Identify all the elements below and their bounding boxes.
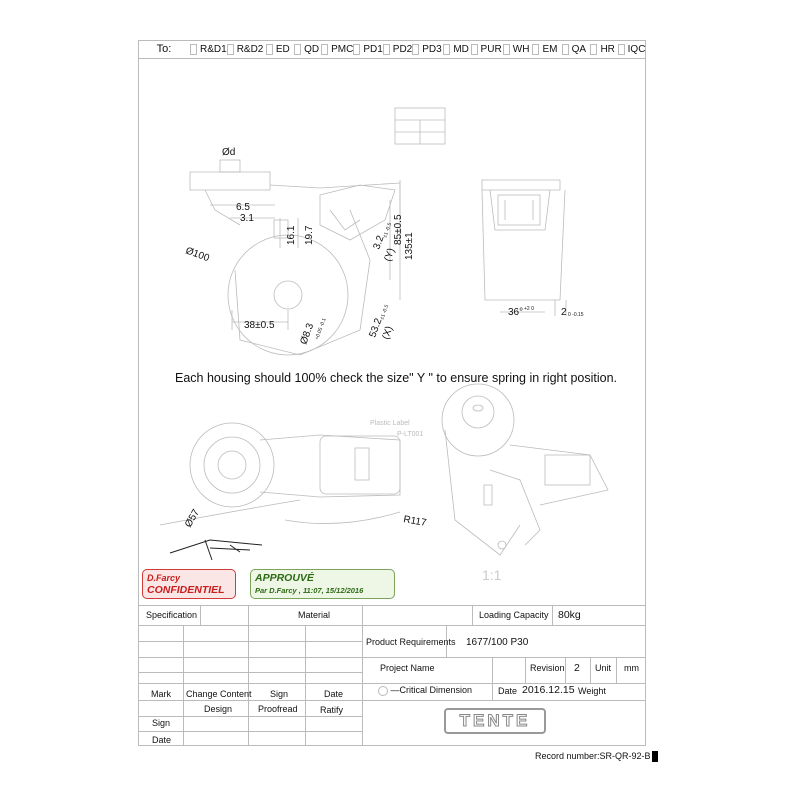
dept-label: PD2 bbox=[392, 43, 413, 55]
dim-36-tol: +2 0 bbox=[524, 306, 534, 312]
dept-label: R&D2 bbox=[236, 43, 264, 55]
sign-row-label: Sign bbox=[152, 718, 171, 728]
dim-38: 38±0.5 bbox=[244, 320, 275, 331]
dept-label: ED bbox=[275, 43, 290, 55]
product-requirements-label: Product Requirements bbox=[366, 637, 456, 647]
dim-53-2: 53.2 bbox=[367, 316, 385, 340]
dept-label: PD3 bbox=[422, 43, 442, 55]
dept-label: PMC bbox=[331, 43, 354, 55]
dept-label: QD bbox=[304, 43, 320, 55]
critical-dimension: —Critical Dimension bbox=[378, 685, 472, 696]
ratify-label: Ratify bbox=[320, 705, 344, 715]
specification-label: Specification bbox=[146, 610, 198, 620]
dim-53-2-tol: ±1 -0.5 bbox=[379, 304, 391, 321]
dim-phi-100: Ø100 bbox=[183, 245, 211, 265]
dim-3-1: 3.1 bbox=[240, 213, 254, 224]
change-content-label: Change Content bbox=[186, 689, 252, 699]
confidential-stamp bbox=[142, 569, 236, 599]
inspection-note: Each housing should 100% check the size" Y " to ensure spring in right position. bbox=[175, 371, 618, 385]
dim-r-117: R117 bbox=[402, 514, 428, 529]
dept-label: QA bbox=[571, 43, 587, 55]
dept-label: WH bbox=[512, 43, 530, 55]
critical-dimension-label: Critical Dimension bbox=[399, 685, 473, 695]
mark-label: Mark bbox=[151, 689, 171, 699]
dim-phi-57: Ø57 bbox=[183, 507, 203, 530]
unit-label: Unit bbox=[595, 663, 612, 673]
stamp-author: D.Farcy bbox=[147, 573, 181, 583]
plastic-label-text: Plastic Label bbox=[370, 420, 410, 427]
dept-label: HR bbox=[600, 43, 615, 55]
dim-y-label: (Y) bbox=[382, 246, 398, 264]
dept-label: IQC bbox=[627, 43, 646, 55]
dept-label: R&D1 bbox=[200, 43, 227, 55]
dim-85: 85±0.5 bbox=[393, 214, 404, 245]
approved-stamp bbox=[250, 569, 395, 599]
dim-3-2: 3.2 bbox=[371, 234, 387, 252]
product-requirements-value: 1677/100 P30 bbox=[466, 637, 529, 648]
loading-capacity-label: Loading Capacity bbox=[479, 610, 549, 620]
weight-label: Weight bbox=[578, 686, 606, 696]
revision-label: Revision bbox=[530, 663, 565, 673]
material-label: Material bbox=[298, 610, 331, 620]
scale-label: 1:1 bbox=[482, 567, 502, 583]
dim-2-tol: 0 -0.15 bbox=[568, 312, 584, 318]
dim-2: 2 bbox=[561, 307, 567, 318]
dept-label: MD bbox=[453, 43, 469, 55]
date-label: Date bbox=[498, 686, 518, 696]
to-label: To: bbox=[156, 43, 172, 55]
dept-label: PUR bbox=[480, 43, 502, 55]
unit-value: mm bbox=[624, 663, 639, 673]
stamp-approved-text: APPROUVÉ bbox=[255, 572, 314, 584]
dim-36: 36° bbox=[508, 307, 524, 318]
dim-19-7: 19.7 bbox=[304, 225, 315, 245]
dim-phi-d: Ød bbox=[222, 147, 236, 158]
plastic-label-code: P-LT001 bbox=[397, 431, 424, 438]
loading-capacity-value: 80kg bbox=[558, 609, 581, 621]
dept-label: EM bbox=[542, 43, 558, 55]
dim-x-label: (X) bbox=[380, 324, 396, 342]
tente-logo bbox=[444, 708, 546, 734]
dim-3-2-tol: ±1 -0.5 bbox=[382, 222, 394, 239]
record-number bbox=[535, 751, 658, 762]
dim-phi-8-3: Ø8.3 bbox=[298, 321, 317, 347]
date-row-label: Date bbox=[152, 735, 172, 745]
revision-value: 2 bbox=[574, 662, 580, 674]
tente-logo-text: TENTE bbox=[459, 711, 531, 730]
record-number-text: Record number:SR-QR-92-B bbox=[535, 751, 651, 761]
dim-6-5: 6.5 bbox=[236, 202, 250, 213]
dim-135: 135±1 bbox=[404, 232, 415, 260]
project-name-label: Project Name bbox=[380, 663, 435, 673]
proofread-label: Proofread bbox=[258, 704, 298, 714]
dept-label: PD1 bbox=[363, 43, 383, 55]
stamp-approved-by: Par D.Farcy , 11:07, 15/12/2016 bbox=[255, 586, 364, 595]
date-value: 2016.12.15 bbox=[522, 684, 575, 696]
dim-phi-8-3-tol: +0.05 -0.1 bbox=[314, 317, 328, 341]
design-label: Design bbox=[204, 704, 233, 714]
sign-column-label: Sign bbox=[270, 689, 289, 699]
stamp-confidential-text: CONFIDENTIEL bbox=[147, 584, 225, 596]
dim-16-1: 16.1 bbox=[286, 225, 297, 245]
date-column-label: Date bbox=[324, 689, 344, 699]
